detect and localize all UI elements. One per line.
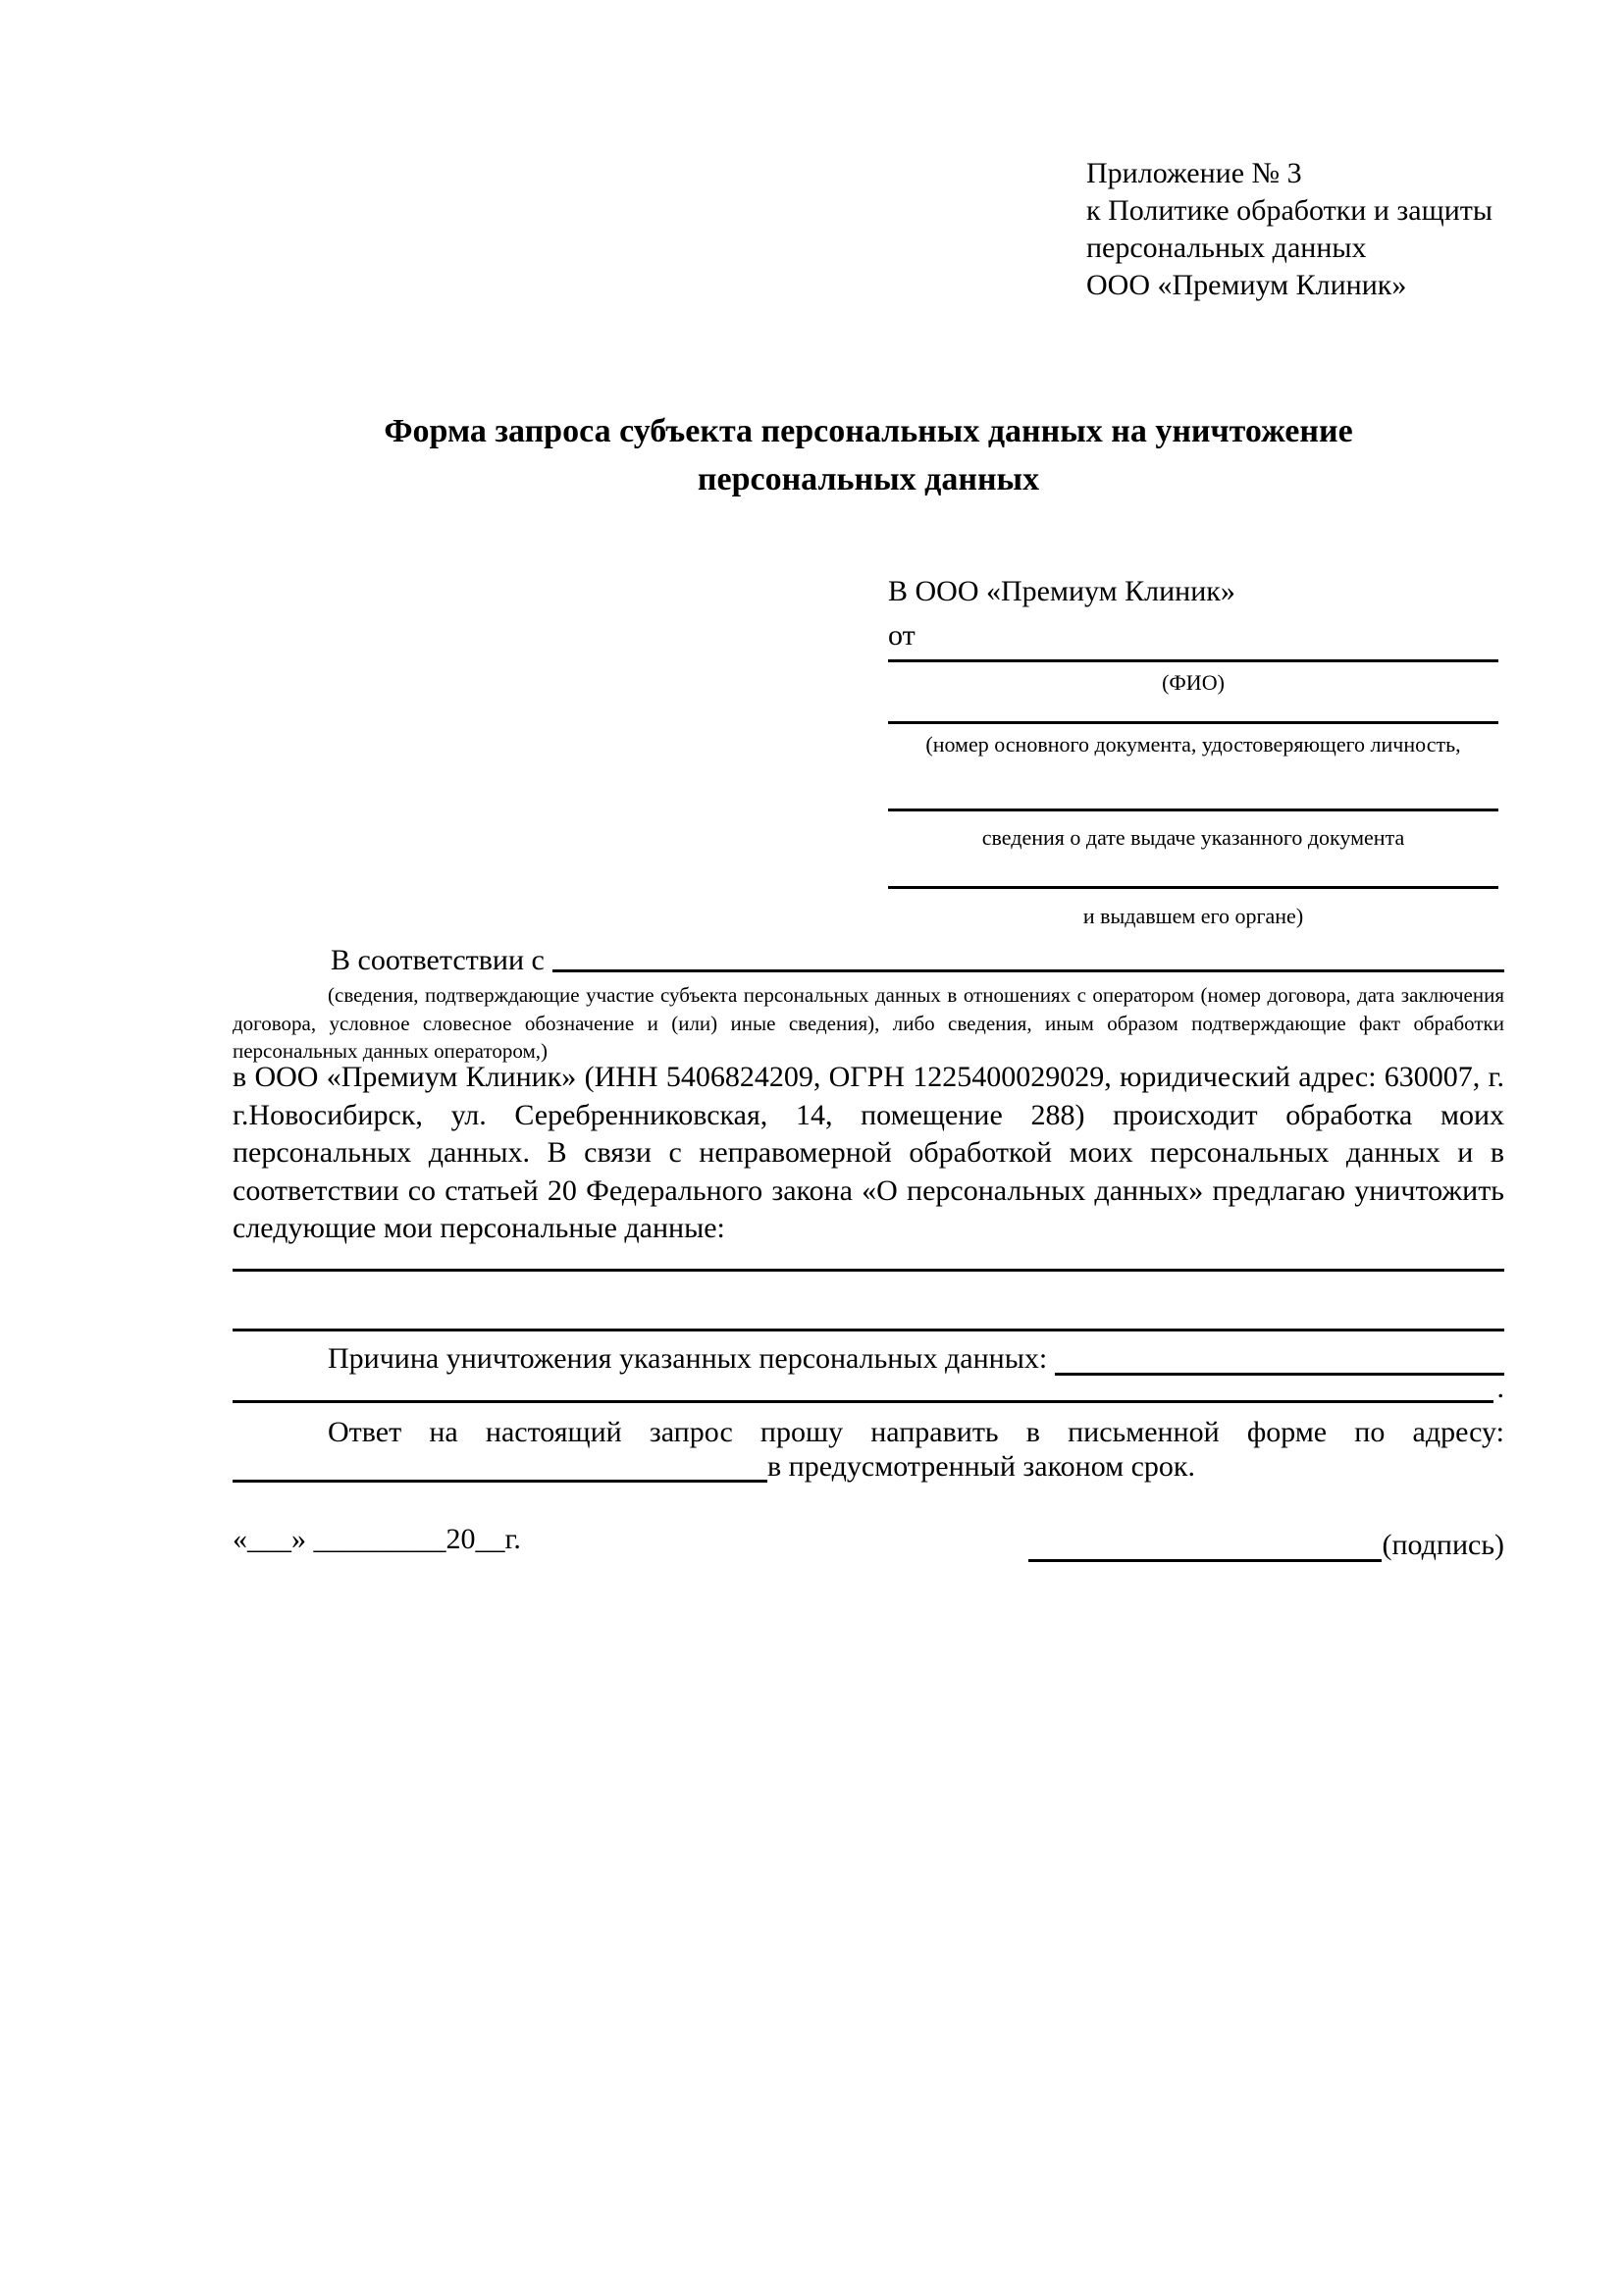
document-title bbox=[233, 407, 1504, 503]
blank-line-accordance bbox=[552, 944, 1504, 972]
caption-issue-date: сведения о дате выдаче указанного документа bbox=[981, 825, 1405, 850]
blank-line-signature bbox=[1028, 1526, 1382, 1562]
blank-line-reason-continued bbox=[233, 1374, 1504, 1403]
addressee-from-label: от bbox=[888, 619, 916, 652]
reason-line bbox=[233, 1342, 1504, 1378]
addressee-to: В ООО «Премиум Клиник» bbox=[888, 575, 1235, 607]
blank-line-document-number bbox=[888, 721, 1498, 724]
blank-line-personal-data-2 bbox=[233, 1329, 1504, 1331]
document-title-line: персональных данных bbox=[697, 461, 1040, 497]
appendix-header-line: к Политике обработки и защиты bbox=[1086, 194, 1493, 227]
signature-caption: (подпись) bbox=[1382, 1529, 1504, 1561]
caption-fio: (ФИО) bbox=[1162, 670, 1225, 695]
blank-line-reason-2 bbox=[233, 1374, 1493, 1403]
blank-line-address bbox=[233, 1450, 767, 1483]
response-address-line bbox=[233, 1450, 1504, 1483]
appendix-header bbox=[1086, 155, 1492, 304]
response-suffix: в предусмотренный законом срок. bbox=[767, 1450, 1195, 1483]
caption-document-number: (номер основного документа, удостоверяющего личность, bbox=[925, 732, 1461, 757]
blank-line-fio bbox=[888, 659, 1498, 662]
caption-issuing-authority: и выдавшем его органе) bbox=[1082, 904, 1304, 928]
reason-label: Причина уничтожения указанных персональных данных: bbox=[328, 1342, 1048, 1375]
signature-row bbox=[233, 1523, 1504, 1562]
accordance-line bbox=[233, 944, 1504, 977]
reason-period: . bbox=[1496, 1372, 1504, 1404]
blank-line-reason bbox=[1055, 1342, 1504, 1376]
signature-group bbox=[1028, 1523, 1504, 1562]
appendix-header-line: ООО «Премиум Клиник» bbox=[1086, 269, 1407, 301]
blank-line-issue-date bbox=[888, 809, 1498, 811]
appendix-header-line: персональных данных bbox=[1086, 232, 1367, 264]
blank-line-personal-data-1 bbox=[233, 1269, 1504, 1272]
date-blank: «___» _________20__г. bbox=[233, 1523, 521, 1555]
accordance-note: (сведения, подтверждающие участие субъекта персональных данных в отношениях с оператором (номер договора, дата заключения договора, условное словесное обозначение и (или) иные сведения), либо сведения, иным образом подтверждающие факт обработки персональных данных оператором,) bbox=[233, 983, 1504, 1063]
response-request: Ответ на настоящий запрос прошу направить в письменной форме по адресу: bbox=[328, 1416, 1504, 1448]
document-title-line: Форма запроса субъекта персональных данных на уничтожение bbox=[384, 413, 1353, 449]
blank-line-issuing-authority bbox=[888, 886, 1498, 889]
accordance-prefix: В соответствии с bbox=[331, 944, 545, 976]
appendix-header-line: Приложение № 3 bbox=[1086, 157, 1302, 189]
main-paragraph: в ООО «Премиум Клиник» (ИНН 5406824209, ОГРН 1225400029029, юридический адрес: 630007, г. г.Новосибирск, ул. Серебренниковская, 14, помещение 288) происходит обработка моих персональных данных. В связи с неправомерной обработкой моих персональных данных и в соответствии со статьей 20 Федерального закона «О персональных данных» предлагаю уничтожить следующие мои персональные данные: bbox=[233, 1061, 1504, 1245]
